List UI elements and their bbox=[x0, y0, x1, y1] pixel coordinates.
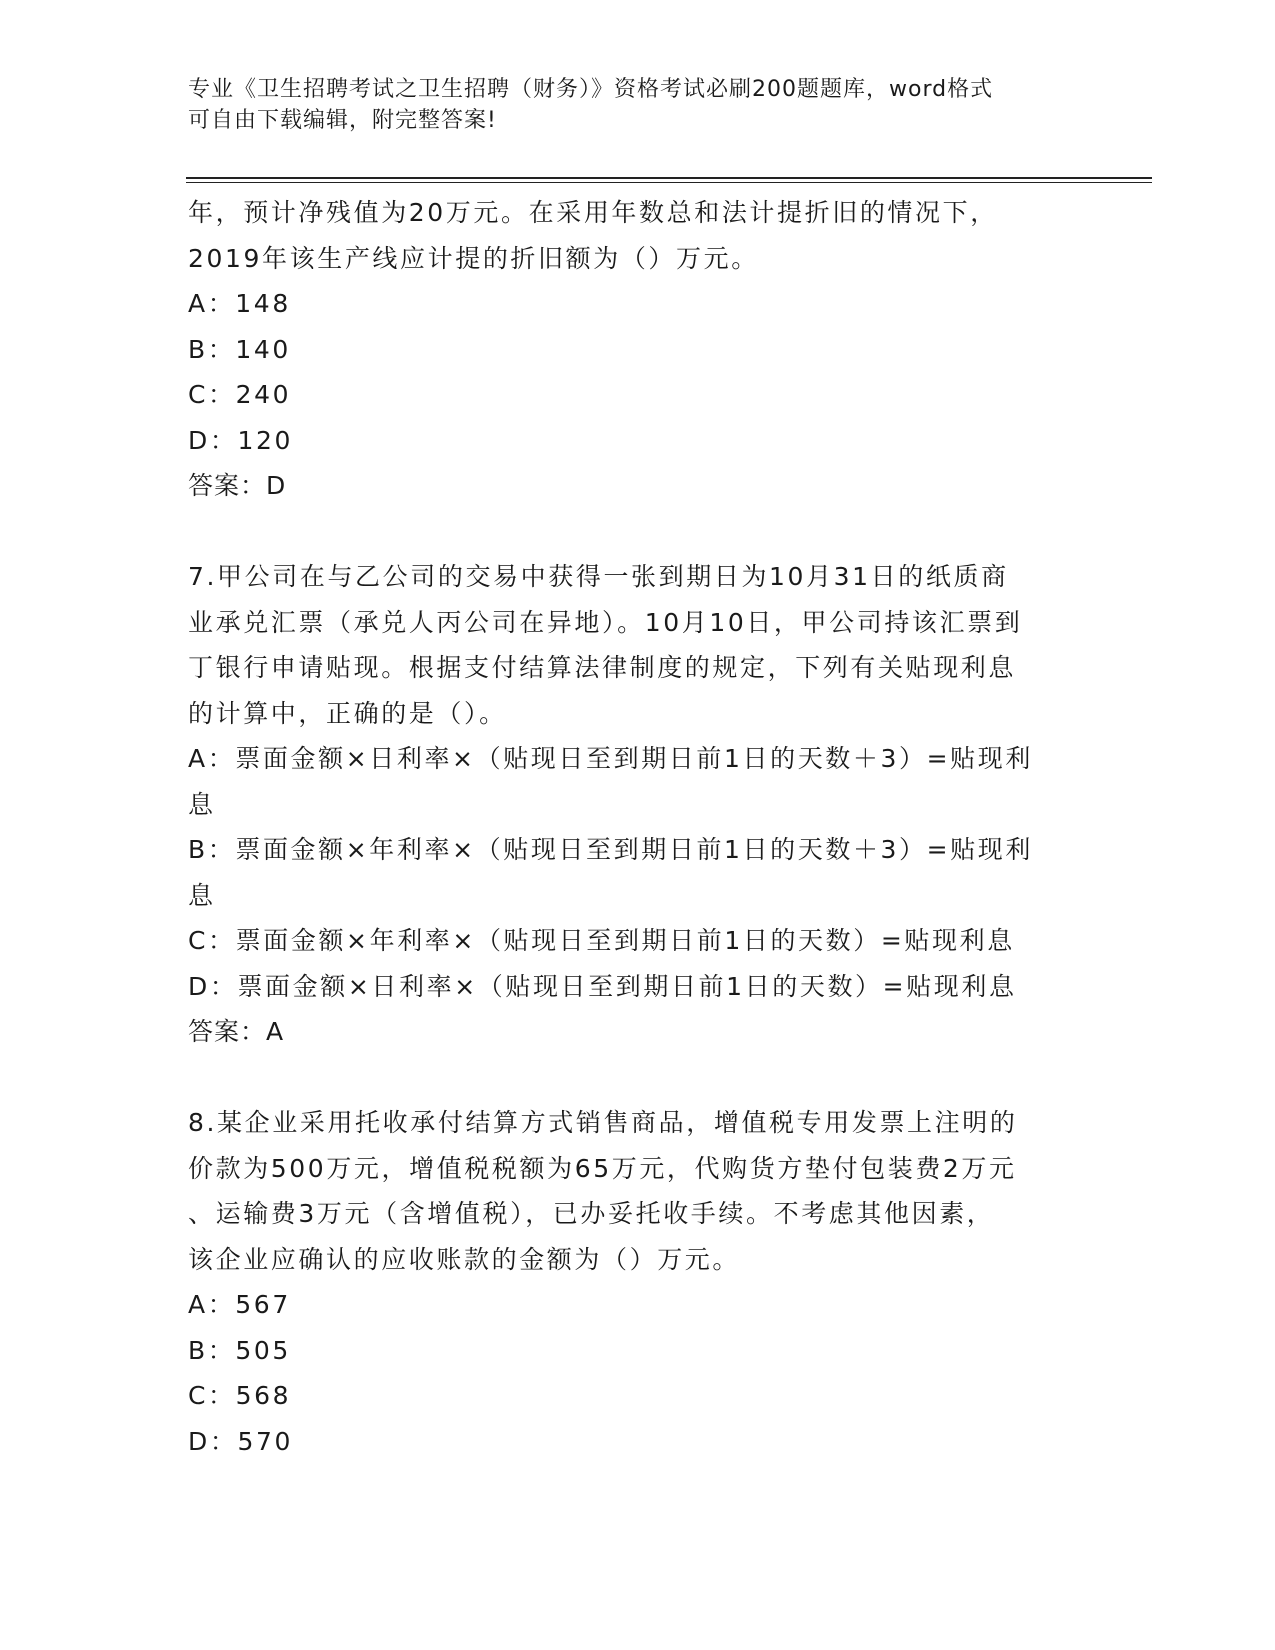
option-a: A：567 bbox=[188, 1290, 291, 1319]
document-header bbox=[188, 74, 1088, 136]
option-b: B：505 bbox=[188, 1335, 291, 1365]
option-b: B：票面金额×年利率×（贴现日至到期日前1日的天数＋3）=贴现利 bbox=[188, 835, 1034, 864]
answer-label: 答案：D bbox=[188, 471, 287, 500]
question-stem-line: 的计算中，正确的是（）。 bbox=[188, 698, 507, 728]
question-stem-line: 丁银行申请贴现。根据支付结算法律制度的规定，下列有关贴现利息 bbox=[188, 653, 1017, 682]
header-title-line-2: 可自由下载编辑，附完整答案! bbox=[188, 108, 497, 133]
question-stem-line: 年，预计净残值为20万元。在采用年数总和法计提折旧的情况下， bbox=[188, 198, 998, 227]
option-c: C：票面金额×年利率×（贴现日至到期日前1日的天数）=贴现利息 bbox=[188, 926, 1015, 955]
question-stem-line: 2019年该生产线应计提的折旧额为（）万元。 bbox=[188, 243, 759, 273]
document-body bbox=[188, 190, 1088, 1464]
question-8 bbox=[188, 1100, 1088, 1464]
question-spacer bbox=[188, 1055, 1088, 1101]
question-stem-line: 该企业应确认的应收账款的金额为（）万元。 bbox=[188, 1244, 741, 1274]
header-divider-thick bbox=[186, 177, 1152, 179]
option-d: D：票面金额×日利率×（贴现日至到期日前1日的天数）=贴现利息 bbox=[188, 971, 1017, 1001]
option-a: A：148 bbox=[188, 289, 291, 318]
option-d: D：570 bbox=[188, 1426, 293, 1456]
header-divider-thin bbox=[186, 182, 1152, 183]
option-d: D：120 bbox=[188, 425, 293, 455]
option-a-continued: 息 bbox=[188, 789, 216, 819]
question-stem-line: 价款为500万元，增值税税额为65万元，代购货方垫付包装费2万元 bbox=[188, 1153, 1017, 1183]
option-a: A：票面金额×日利率×（贴现日至到期日前1日的天数＋3）=贴现利 bbox=[188, 744, 1033, 773]
option-c: C：568 bbox=[188, 1381, 292, 1410]
answer-label: 答案：A bbox=[188, 1017, 285, 1046]
question-stem-line: 8.某企业采用托收承付结算方式销售商品，增值税专用发票上注明的 bbox=[188, 1108, 1018, 1137]
question-stem-line: 业承兑汇票（承兑人丙公司在异地）。10月10日，甲公司持该汇票到 bbox=[188, 607, 1023, 637]
option-b: B：140 bbox=[188, 334, 291, 364]
question-7 bbox=[188, 554, 1088, 1055]
header-title-line-1: 专业《卫生招聘考试之卫生招聘（财务）》资格考试必刷200题题库，word格式 bbox=[188, 77, 994, 102]
question-spacer bbox=[188, 509, 1088, 555]
question-6-continued bbox=[188, 190, 1088, 509]
question-stem-line: 、运输费3万元（含增值税），已办妥托收手续。不考虑其他因素， bbox=[188, 1199, 995, 1228]
question-stem-line: 7.甲公司在与乙公司的交易中获得一张到期日为10月31日的纸质商 bbox=[188, 562, 1009, 591]
option-c: C：240 bbox=[188, 380, 292, 409]
option-b-continued: 息 bbox=[188, 880, 216, 910]
